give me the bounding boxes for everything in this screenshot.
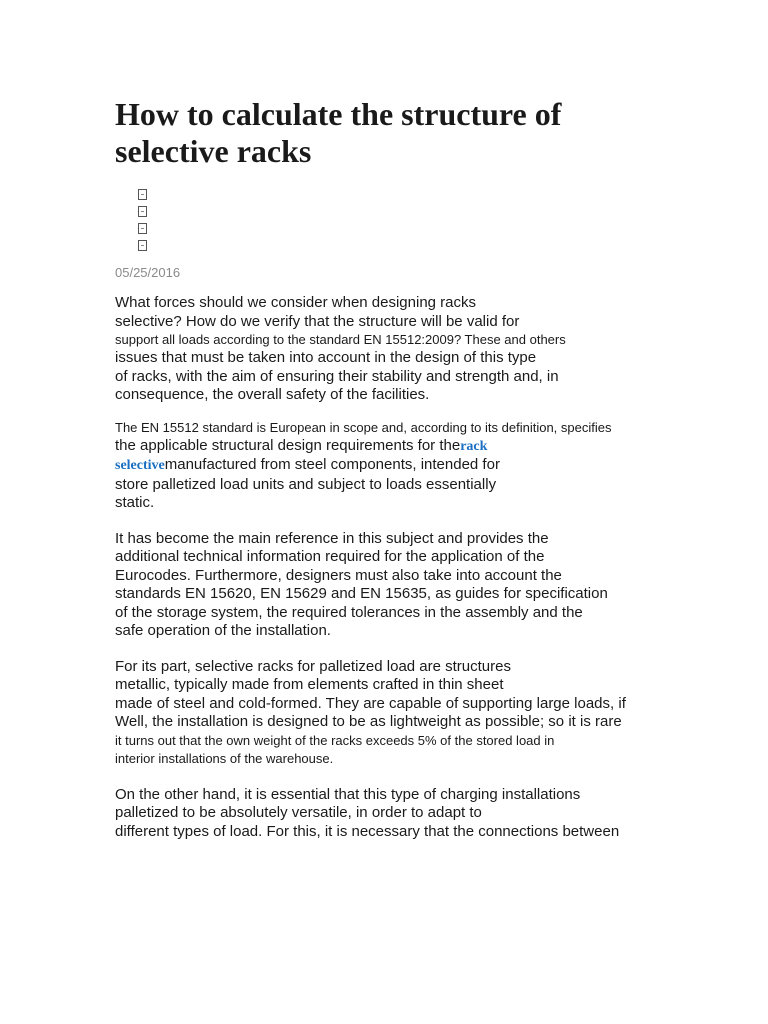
text-fragment: manufactured from steel components, intended for [164,456,500,473]
text-line: interior installations of the warehouse. [115,750,334,766]
rack-selective-link-part-2[interactable]: selective [115,458,165,473]
text-line [115,437,660,457]
title-line-2: selective racks [115,133,312,169]
text-line: palletized to be absolutely versatile, in order to adapt to [115,804,482,821]
paragraph-2 [115,419,660,513]
text-line: it turns out that the own weight of the racks exceeds 5% of the stored load in [115,732,555,748]
text-line: safe operation of the installation. [115,622,331,639]
paragraph-5 [115,786,660,842]
text-line: selective? How do we verify that the structure will be valid for [115,312,520,330]
text-line: On the other hand, it is essential that this type of charging installations [115,785,581,803]
share-icon[interactable] [138,223,147,234]
text-line: additional technical information required for the application of the [115,548,545,565]
text-line [115,456,660,476]
share-icon[interactable] [138,189,147,200]
text-line: support all loads according to the standard EN 15512:2009? These and others [115,332,566,347]
text-line: Well, the installation is designed to be as lightweight as possible; so it is rare [115,713,622,730]
text-line: store palletized load units and subject to loads essentially [115,475,497,493]
paragraph-4 [115,658,660,768]
publish-date: 05/25/2016 [115,265,181,280]
share-icon[interactable] [138,206,147,217]
text-line: made of steel and cold-formed. They are capable of supporting large loads, if [115,694,626,712]
text-line: of racks, with the aim of ensuring their stability and strength and, in [115,367,559,385]
text-line: Eurocodes. Furthermore, designers must also take into account the [115,566,562,584]
paragraph-1 [115,294,660,405]
text-line: metallic, typically made from elements crafted in thin sheet [115,676,504,693]
text-fragment: the applicable structural design requirements for the [115,436,461,454]
text-line: static. [115,494,155,511]
paragraph-3 [115,530,660,641]
article [115,96,660,841]
text-line: standards EN 15620, EN 15629 and EN 15635, as guides for specification [115,585,608,602]
rack-selective-link-part-1[interactable]: rack [460,438,488,454]
text-line: different types of load. For this, it is necessary that the connections between [115,822,620,840]
text-line: of the storage system, the required tolerances in the assembly and the [115,603,583,621]
share-icon-list [138,189,660,251]
text-line: What forces should we consider when designing racks [115,294,477,311]
text-line: The EN 15512 standard is European in scope and, according to its definition, specifies [115,419,612,435]
title-line-1: How to calculate the structure of [115,96,562,132]
page-title [115,96,660,170]
share-icon[interactable] [138,240,147,251]
text-line: For its part, selective racks for palletized load are structures [115,657,511,675]
text-line: issues that must be taken into account in the design of this type [115,349,537,366]
text-line: consequence, the overall safety of the facilities. [115,386,430,403]
text-line: It has become the main reference in this subject and provides the [115,529,549,547]
